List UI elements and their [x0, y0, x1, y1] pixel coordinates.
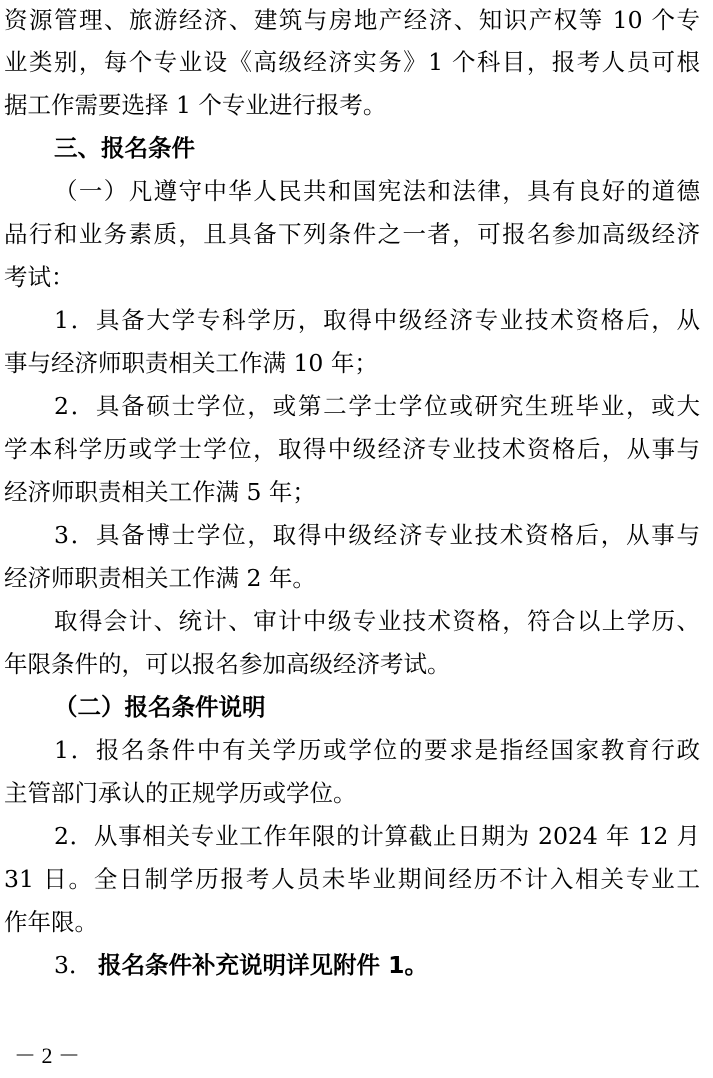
- body-text-line: 资源管理、旅游经济、建筑与房地产经济、知识产权等 10 个专: [4, 6, 700, 34]
- body-text-line: 事与经济师职责相关工作满 10 年；: [4, 349, 378, 377]
- body-text-line: 经济师职责相关工作满 5 年；: [4, 478, 316, 506]
- body-text-line: 学本科学历或学士学位，取得中级经济专业技术资格后，从事与: [4, 435, 700, 463]
- page-number: － 2 －: [14, 1043, 81, 1068]
- body-text-line: 2．从事相关专业工作年限的计算截止日期为 2024 年 12 月: [54, 822, 700, 850]
- body-text-line: 据工作需要选择 1 个专业进行报考。: [4, 91, 387, 119]
- body-text-line: 年限条件的，可以报名参加高级经济考试。: [4, 650, 451, 678]
- body-text-line: 1．报名条件中有关学历或学位的要求是指经国家教育行政: [54, 736, 700, 764]
- subsection-heading: （二）报名条件说明: [54, 693, 266, 721]
- body-text-line: 考试：: [4, 263, 75, 291]
- body-text-line: 31 日。全日制学历报考人员未毕业期间经历不计入相关专业工: [4, 865, 700, 893]
- body-text-line: （一）凡遵守中华人民共和国宪法和法律，具有良好的道德: [54, 177, 700, 205]
- body-text-line: 2．具备硕士学位，或第二学士学位或研究生班毕业，或大: [54, 392, 700, 420]
- body-text-line: 作年限。: [4, 908, 98, 936]
- body-text-line: 经济师职责相关工作满 2 年。: [4, 564, 316, 592]
- body-text-line: 主管部门承认的正规学历或学位。: [4, 779, 357, 807]
- body-text-line: 品行和业务素质，且具备下列条件之一者，可报名参加高级经济: [4, 220, 700, 248]
- body-text-line: 1．具备大学专科学历，取得中级经济专业技术资格后，从: [54, 306, 700, 334]
- body-text-line: 取得会计、统计、审计中级专业技术资格，符合以上学历、: [54, 607, 700, 635]
- list-number: 3．: [54, 951, 93, 979]
- body-text-line: 3．具备博士学位，取得中级经济专业技术资格后，从事与: [54, 521, 700, 549]
- bold-attachment-note: 报名条件补充说明详见附件 1。: [98, 951, 429, 979]
- section-heading: 三、报名条件: [54, 134, 195, 162]
- body-text-line: 业类别，每个专业设《高级经济实务》1 个科目，报考人员可根: [4, 48, 700, 76]
